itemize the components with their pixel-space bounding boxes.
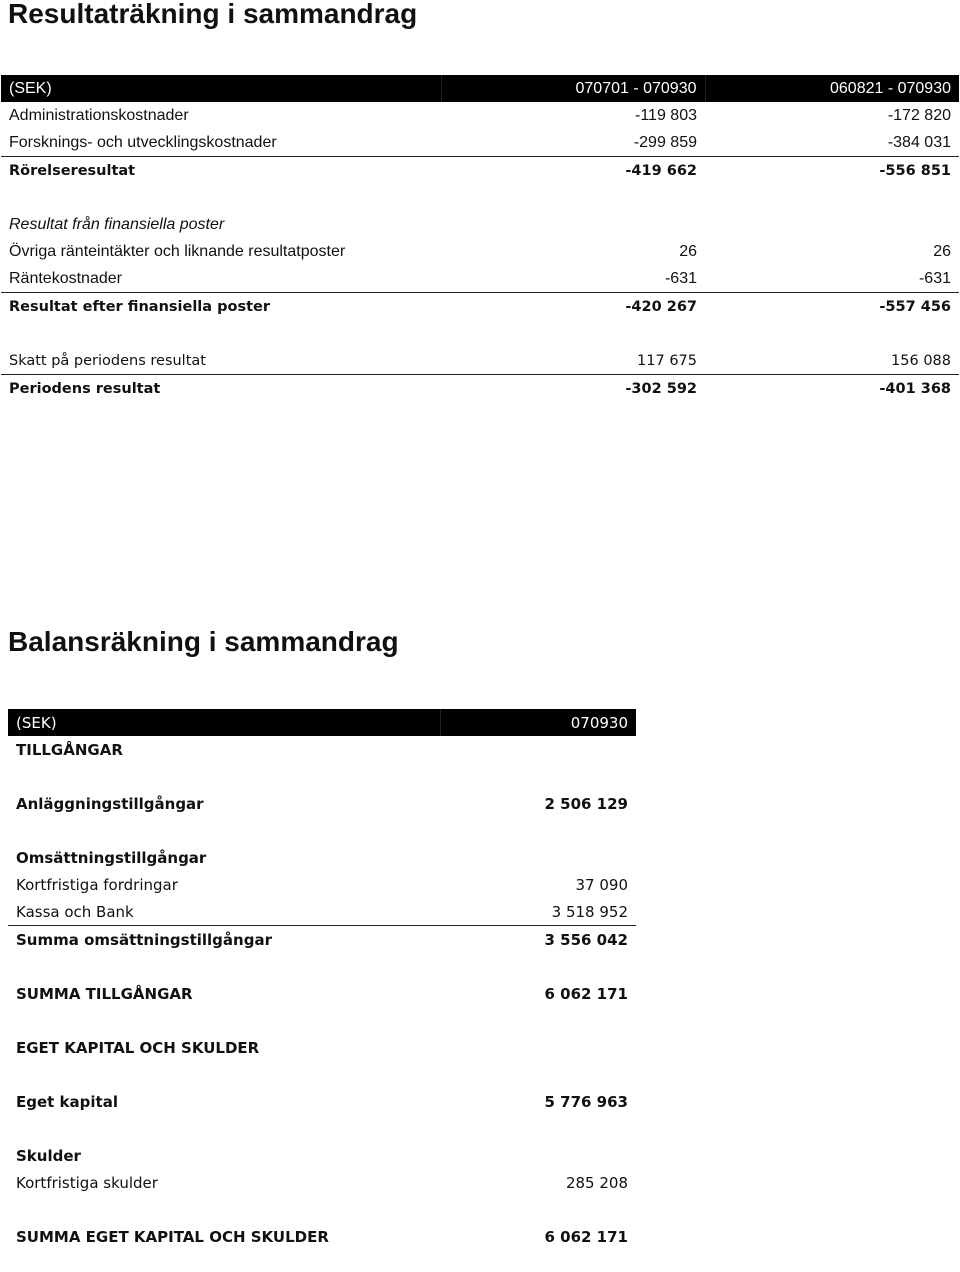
row-label: Periodens resultat <box>1 375 441 403</box>
row-label: Skatt på periodens resultat <box>9 352 206 369</box>
row-value: 6 062 171 <box>544 1227 628 1246</box>
spacer-row <box>8 1061 636 1088</box>
subtotal-row <box>8 926 636 954</box>
balance-sheet-title: Balansräkning i sammandrag <box>8 626 399 657</box>
row-value: 26 <box>679 242 697 260</box>
row-label: Anläggningstillgångar <box>16 794 204 813</box>
row-label: Eget kapital <box>16 1092 118 1111</box>
row-value: -631 <box>664 269 697 287</box>
spacer-row <box>8 953 636 980</box>
total-row <box>1 375 959 403</box>
row-value: 2 506 129 <box>544 794 628 813</box>
row-value: 3 518 952 <box>551 902 628 921</box>
table-row <box>8 790 636 817</box>
row-value: 3 556 042 <box>440 926 636 954</box>
total-row <box>8 980 636 1007</box>
currency-label: (SEK) <box>1 75 441 102</box>
table-row <box>1 102 959 129</box>
spacer-row <box>8 1007 636 1034</box>
row-label: Forsknings- och utvecklingskostnader <box>9 133 277 151</box>
row-label: Räntekostnader <box>9 269 122 287</box>
row-label: Summa omsättningstillgångar <box>8 926 440 954</box>
row-value: -557 456 <box>705 293 959 321</box>
row-label: Kassa och Bank <box>16 902 134 921</box>
table-row <box>1 129 959 157</box>
section-heading: Resultat från finansiella poster <box>9 215 225 233</box>
row-value: 37 090 <box>575 875 628 894</box>
row-value: -419 662 <box>441 157 705 185</box>
balance-sheet-table <box>8 709 636 1250</box>
row-value: 26 <box>933 242 951 260</box>
subtotal-row <box>1 157 959 185</box>
table-header-row <box>1 75 959 102</box>
row-value: 156 088 <box>891 352 951 369</box>
income-statement-table <box>1 75 959 402</box>
table-row <box>8 1169 636 1196</box>
section-heading: Omsättningstillgångar <box>16 848 207 867</box>
currency-label: (SEK) <box>8 709 440 736</box>
section-heading: Skulder <box>16 1146 81 1165</box>
section-heading-row <box>8 736 636 763</box>
table-row <box>8 1088 636 1115</box>
row-value: -302 592 <box>441 375 705 403</box>
spacer-row <box>1 320 959 347</box>
section-heading-row <box>8 1142 636 1169</box>
row-value: -172 820 <box>887 106 951 124</box>
row-label: SUMMA EGET KAPITAL OCH SKULDER <box>16 1227 329 1246</box>
row-value: -556 851 <box>705 157 959 185</box>
table-header-row <box>8 709 636 736</box>
row-value: -631 <box>918 269 951 287</box>
table-row <box>8 871 636 898</box>
row-value: -401 368 <box>705 375 959 403</box>
row-value: 5 776 963 <box>544 1092 628 1111</box>
row-label: Resultat efter finansiella poster <box>1 293 441 321</box>
row-label: Kortfristiga fordringar <box>16 875 178 894</box>
section-heading-row <box>8 844 636 871</box>
date-header: 070930 <box>440 709 636 736</box>
spacer-row <box>8 763 636 790</box>
spacer-row <box>8 1196 636 1223</box>
period-header-1: 070701 - 070930 <box>441 75 705 102</box>
subtotal-row <box>1 293 959 321</box>
section-heading-row <box>1 211 959 238</box>
section-heading: TILLGÅNGAR <box>16 740 123 759</box>
section-heading-row <box>8 1034 636 1061</box>
spacer-row <box>1 184 959 211</box>
table-row <box>1 238 959 265</box>
row-value: 6 062 171 <box>544 984 628 1003</box>
income-statement-title: Resultaträkning i sammandrag <box>8 0 418 29</box>
row-value: 285 208 <box>565 1173 628 1192</box>
row-value: -299 859 <box>633 133 697 151</box>
section-heading: EGET KAPITAL OCH SKULDER <box>16 1038 260 1057</box>
row-value: -119 803 <box>635 106 697 124</box>
row-value: -420 267 <box>441 293 705 321</box>
row-label: Rörelseresultat <box>1 157 441 185</box>
row-label: Kortfristiga skulder <box>16 1173 158 1192</box>
row-label: Administrationskostnader <box>9 106 189 124</box>
table-row <box>1 347 959 375</box>
row-label: Övriga ränteintäkter och liknande resultatposter <box>9 242 346 260</box>
table-row <box>8 898 636 926</box>
row-label: SUMMA TILLGÅNGAR <box>16 984 193 1003</box>
table-row <box>1 265 959 293</box>
row-value: -384 031 <box>887 133 951 151</box>
spacer-row <box>8 1115 636 1142</box>
total-row <box>8 1223 636 1250</box>
period-header-2: 060821 - 070930 <box>705 75 959 102</box>
row-value: 117 675 <box>637 352 697 369</box>
spacer-row <box>8 817 636 844</box>
